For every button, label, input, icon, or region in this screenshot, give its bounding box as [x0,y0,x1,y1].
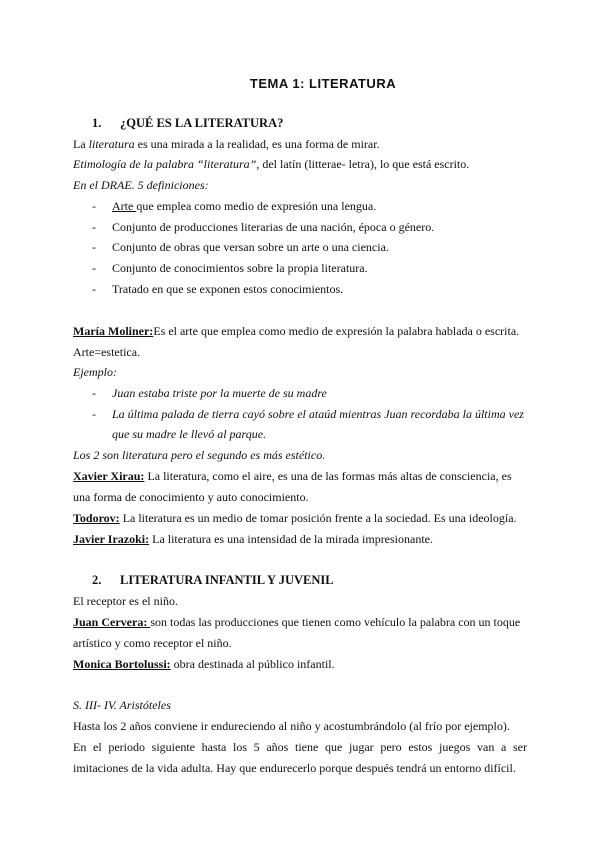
section-2-heading: 2. LITERATURA INFANTIL Y JUVENIL [92,573,334,587]
todorov-definition: Todorov: La literatura es un medio de tomar posición frente a la sociedad. Es una ideología. [73,511,517,525]
list-item: - Tratado en que se exponen estos conocimientos. [92,282,344,296]
aristoteles-heading: S. III- IV. Aristóteles [73,698,171,712]
list-item: - Conjunto de conocimientos sobre la propia literatura. [92,261,368,275]
moliner-definition: María Moliner:Es el arte que emplea como medio de expresión la palabra hablada o escrita. [73,324,520,338]
example-item: - Juan estaba triste por la muerte de su madre [92,386,327,400]
list-item: - Conjunto de obras que versan sobre un arte o una ciencia. [92,240,389,254]
aristoteles-paragraph: imitaciones de la vida adulta. Hay que endurecerlo porque después tendrá un entorno difícil. [73,761,516,775]
xirau-definition-continuation: una forma de conocimiento y auto conocimiento. [73,490,309,504]
section-1-heading: 1. ¿QUÉ ES LA LITERATURA? [92,116,284,130]
irazoki-definition: Javier Irazoki: La literatura es una intensidad de la mirada impresionante. [73,532,434,546]
xirau-definition: Xavier Xirau: La literatura, como el aire, es una de las formas más altas de consciencia, es [73,469,512,483]
cervera-definition: Juan Cervera: son todas las producciones que tienen como vehículo la palabra con un toque [73,615,521,629]
receptor-line: El receptor es el niño. [73,594,178,608]
aristoteles-paragraph: Hasta los 2 años conviene ir endureciendo al niño y acostumbrándolo (al frío por ejemplo). [73,719,510,733]
etymology-paragraph: Etimología de la palabra “literatura”, del latín (litterae- letra), lo que está escrito. [73,157,470,171]
cervera-definition-continuation: artístico y como receptor el niño. [73,636,232,650]
ejemplo-label: Ejemplo: [73,365,117,379]
example-conclusion: Los 2 son literatura pero el segundo es más estético. [73,448,326,462]
example-item: - La última palada de tierra cayó sobre el ataúd mientras Juan recordaba la última vez [92,407,524,421]
bortolussi-definition: Monica Bortolussi: obra destinada al público infantil. [73,657,335,671]
page-title: TEMA 1: LITERATURA [249,76,397,91]
definition-paragraph: La literatura es una mirada a la realidad, es una forma de mirar. [73,137,380,151]
list-item: - Conjunto de producciones literarias de una nación, época o género. [92,220,435,234]
example-item-continuation: que su madre le llevó al parque. [112,427,267,441]
arte-estetica: Arte=estetica. [73,345,141,359]
aristoteles-paragraph: En el periodo siguiente hasta los 5 años tiene que jugar pero estos juegos van a ser [73,740,527,754]
list-item: - Arte que emplea como medio de expresión una lengua. [92,199,377,213]
drae-intro: En el DRAE. 5 definiciones: [73,178,209,192]
